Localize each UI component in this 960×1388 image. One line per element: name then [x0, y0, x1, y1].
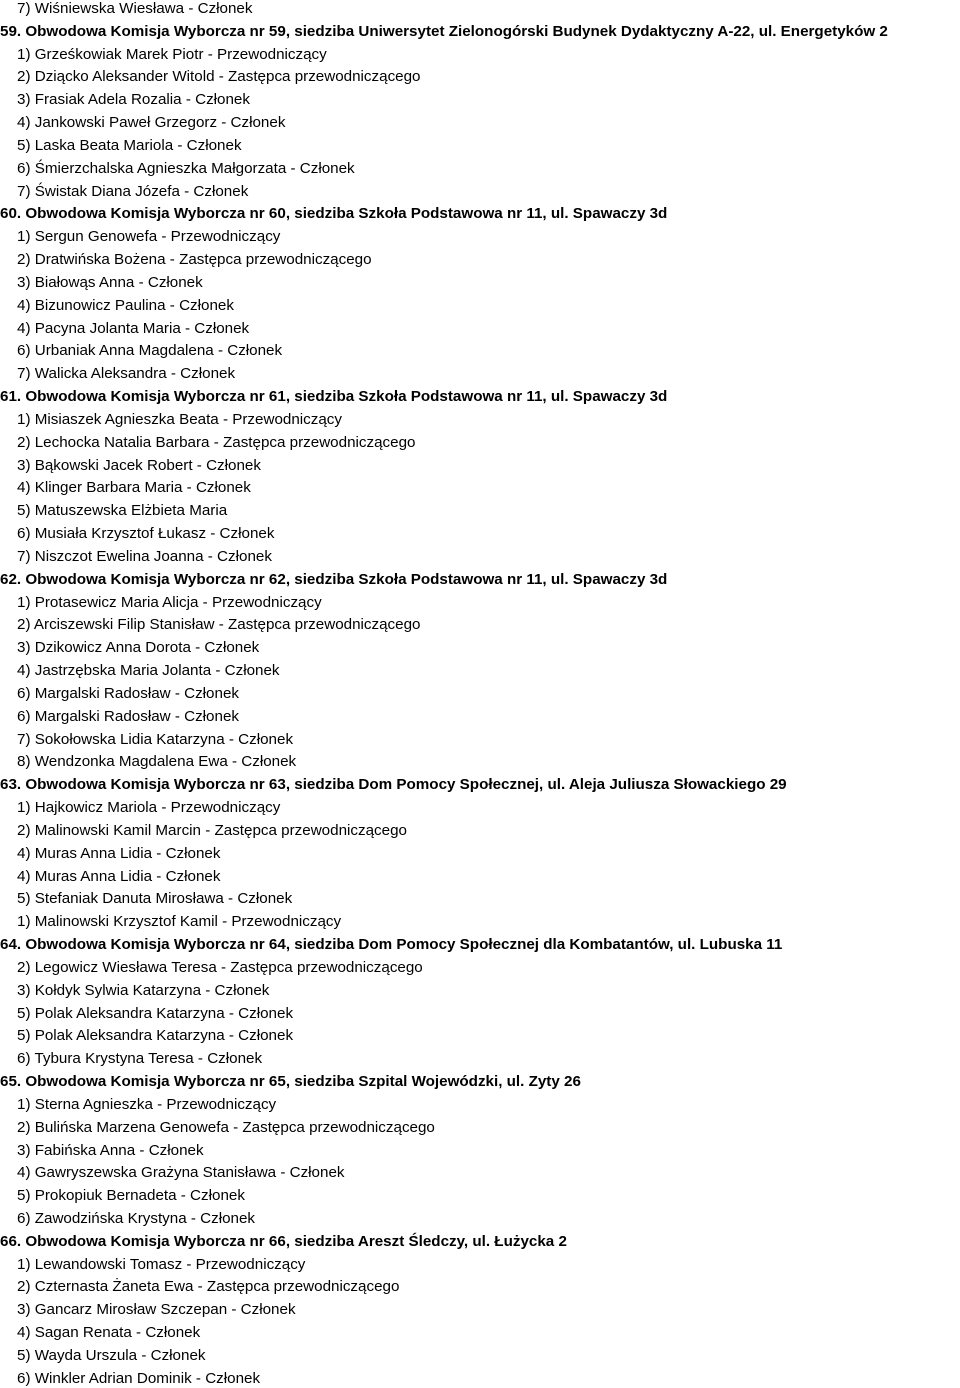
member-entry: 6) Margalski Radosław - Członek [17, 684, 239, 702]
member-entry: 4) Jankowski Paweł Grzegorz - Członek [17, 114, 286, 132]
member-entry: 6) Musiała Krzysztof Łukasz - Członek [17, 525, 275, 543]
member-entry: 3) Frasiak Adela Rozalia - Członek [17, 91, 250, 109]
member-entry: 5) Stefaniak Danuta Mirosława - Członek [17, 890, 293, 908]
member-entry: 1) Grześkowiak Marek Piotr - Przewodniczący [17, 45, 327, 63]
member-entry: 2) Malinowski Kamil Marcin - Zastępca przewodniczącego [17, 821, 407, 839]
commission-heading: 64. Obwodowa Komisja Wyborcza nr 64, siedziba Dom Pomocy Społecznej dla Kombatantów, ul. Lubuska 11 [0, 936, 783, 954]
commission-heading: 63. Obwodowa Komisja Wyborcza nr 63, siedziba Dom Pomocy Społecznej, ul. Aleja Juliusza Słowackiego 29 [0, 776, 787, 794]
member-entry: 5) Prokopiuk Bernadeta - Członek [17, 1187, 245, 1205]
member-entry: 8) Wendzonka Magdalena Ewa - Członek [17, 753, 297, 771]
member-entry: 4) Bizunowicz Paulina - Członek [17, 296, 234, 314]
member-entry: 7) Sokołowska Lidia Katarzyna - Członek [17, 730, 294, 748]
commission-heading: 60. Obwodowa Komisja Wyborcza nr 60, siedziba Szkoła Podstawowa nr 11, ul. Spawaczy 3d [0, 205, 668, 223]
member-entry: 4) Klinger Barbara Maria - Członek [17, 479, 251, 497]
member-entry: 5) Matuszewska Elżbieta Maria [17, 502, 228, 520]
member-entry: 6) Urbaniak Anna Magdalena - Członek [17, 342, 283, 360]
member-entry: 2) Dratwińska Bożena - Zastępca przewodniczącego [17, 251, 372, 269]
member-entry: 1) Misiaszek Agnieszka Beata - Przewodniczący [17, 410, 342, 428]
commission-heading: 61. Obwodowa Komisja Wyborcza nr 61, siedziba Szkoła Podstawowa nr 11, ul. Spawaczy 3d [0, 388, 668, 406]
member-entry: 3) Gancarz Mirosław Szczepan - Członek [17, 1301, 296, 1319]
member-entry: 5) Polak Aleksandra Katarzyna - Członek [17, 1027, 294, 1045]
member-entry: 5) Polak Aleksandra Katarzyna - Członek [17, 1004, 294, 1022]
member-entry: 4) Pacyna Jolanta Maria - Członek [17, 319, 250, 337]
member-entry: 2) Czternasta Żaneta Ewa - Zastępca przewodniczącego [17, 1278, 400, 1296]
member-entry: 3) Kołdyk Sylwia Katarzyna - Członek [17, 981, 270, 999]
member-entry: 3) Dzikowicz Anna Dorota - Członek [17, 639, 260, 657]
member-entry: 2) Dziącko Aleksander Witold - Zastępca przewodniczącego [17, 68, 421, 86]
member-entry: 3) Bąkowski Jacek Robert - Członek [17, 456, 261, 474]
member-entry: 7) Wiśniewska Wiesława - Członek [17, 0, 253, 17]
member-entry: 5) Laska Beata Mariola - Członek [17, 136, 242, 154]
commission-heading: 66. Obwodowa Komisja Wyborcza nr 66, siedziba Areszt Śledczy, ul. Łużycka 2 [0, 1232, 567, 1250]
commission-heading: 62. Obwodowa Komisja Wyborcza nr 62, siedziba Szkoła Podstawowa nr 11, ul. Spawaczy 3d [0, 570, 668, 588]
member-entry: 3) Fabińska Anna - Członek [17, 1141, 204, 1159]
member-entry: 2) Legowicz Wiesława Teresa - Zastępca przewodniczącego [17, 958, 423, 976]
member-entry: 2) Lechocka Natalia Barbara - Zastępca przewodniczącego [17, 433, 416, 451]
member-entry: 3) Białowąs Anna - Członek [17, 273, 203, 291]
member-entry: 1) Sergun Genowefa - Przewodniczący [17, 228, 281, 246]
member-entry: 7) Świstak Diana Józefa - Członek [17, 182, 249, 200]
member-entry: 6) Tybura Krystyna Teresa - Członek [17, 1050, 263, 1068]
member-entry: 4) Muras Anna Lidia - Członek [17, 867, 221, 885]
member-entry: 1) Sterna Agnieszka - Przewodniczący [17, 1095, 277, 1113]
member-entry: 1) Lewandowski Tomasz - Przewodniczący [17, 1255, 306, 1273]
member-entry: 7) Walicka Aleksandra - Członek [17, 365, 236, 383]
member-entry: 1) Protasewicz Maria Alicja - Przewodniczący [17, 593, 322, 611]
member-entry: 4) Gawryszewska Grażyna Stanisława - Członek [17, 1164, 345, 1182]
commission-heading: 59. Obwodowa Komisja Wyborcza nr 59, siedziba Uniwersytet Zielonogórski Budynek Dydaktyczny A-22, ul. Energetyków 2 [0, 22, 888, 40]
commission-heading: 65. Obwodowa Komisja Wyborcza nr 65, siedziba Szpital Wojewódzki, ul. Zyty 26 [0, 1073, 581, 1090]
member-entry: 2) Bulińska Marzena Genowefa - Zastępca przewodniczącego [17, 1118, 435, 1136]
member-entry: 4) Muras Anna Lidia - Członek [17, 844, 221, 862]
member-entry: 1) Hajkowicz Mariola - Przewodniczący [17, 799, 281, 817]
member-entry: 6) Zawodzińska Krystyna - Członek [17, 1209, 256, 1227]
member-entry: 6) Śmierzchalska Agnieszka Małgorzata - Członek [17, 159, 355, 177]
member-entry: 4) Sagan Renata - Członek [17, 1324, 201, 1342]
member-entry: 5) Wayda Urszula - Członek [17, 1346, 206, 1364]
member-entry: 7) Niszczot Ewelina Joanna - Członek [17, 547, 272, 565]
member-entry: 4) Jastrzębska Maria Jolanta - Członek [17, 662, 280, 680]
member-entry: 6) Margalski Radosław - Członek [17, 707, 239, 725]
member-entry: 6) Winkler Adrian Dominik - Członek [17, 1369, 261, 1387]
member-entry: 1) Malinowski Krzysztof Kamil - Przewodniczący [17, 913, 342, 931]
member-entry: 2) Arciszewski Filip Stanisław - Zastępca przewodniczącego [17, 616, 421, 634]
